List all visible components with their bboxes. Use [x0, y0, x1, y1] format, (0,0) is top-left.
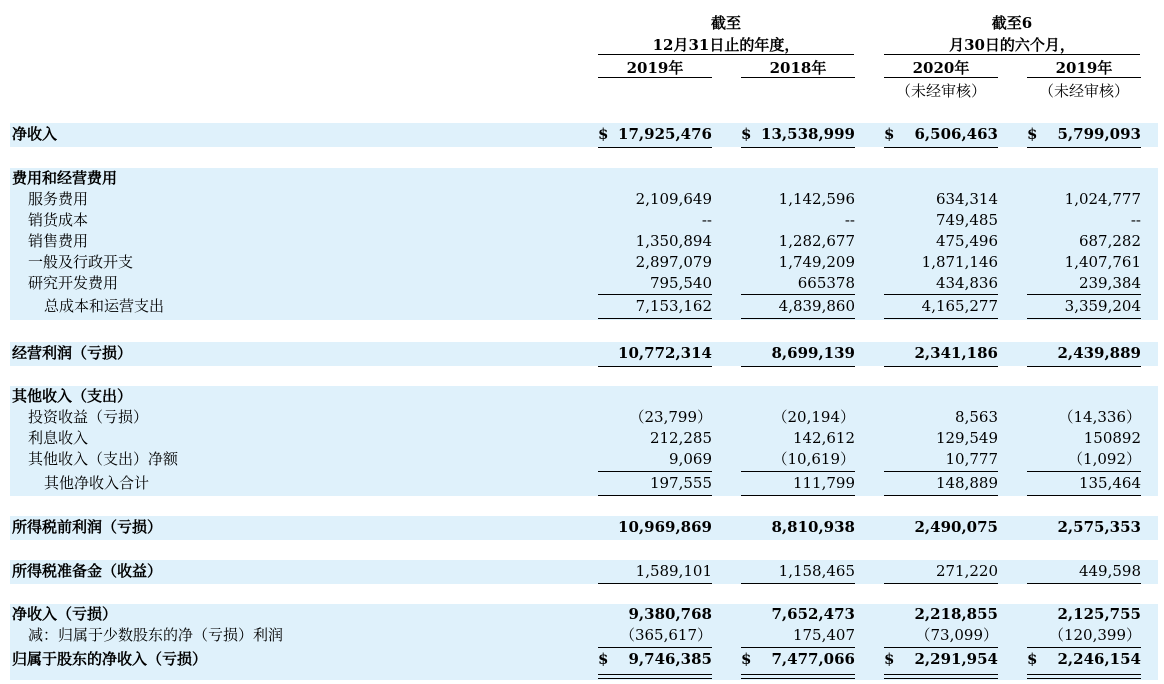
section-heading: 其他收入（支出） — [12, 387, 133, 405]
row-net-income — [10, 604, 1158, 625]
cell-value: 17,925,476 — [618, 125, 712, 143]
row-label: 所得税前利润（亏损） — [12, 518, 163, 536]
underline — [741, 495, 855, 496]
cell-value: 9,380,768 — [628, 605, 712, 623]
cell-value: 1,350,894 — [635, 232, 712, 250]
cell-value: 10,772,314 — [618, 344, 712, 362]
cell-value: 1,871,146 — [921, 253, 998, 271]
header-group2-line2: 月30日的六个月， — [884, 36, 1140, 55]
underline — [598, 294, 712, 295]
underline — [741, 583, 855, 584]
underline — [598, 647, 712, 648]
row-label: 减：归属于少数股东的净（亏损）利润 — [28, 626, 284, 644]
cell-value: 9,069 — [669, 450, 712, 468]
underline — [884, 647, 998, 648]
cell-value: 2,246,154 — [1057, 650, 1141, 668]
cell-value: 1,407,761 — [1064, 253, 1141, 271]
row-other-total — [10, 473, 1158, 494]
row-investment — [10, 407, 1158, 428]
cell-value: 150892 — [1083, 429, 1141, 447]
underline — [741, 147, 855, 148]
cell-value: 2,218,855 — [914, 605, 998, 623]
cell-value: 634,314 — [935, 190, 998, 208]
underline — [884, 318, 998, 319]
dollar-sign: $ — [741, 125, 752, 143]
header-group1-line2: 12月31日止的年度， — [598, 36, 854, 55]
row-label: 研究开发费用 — [28, 274, 119, 292]
cell-value: 10,969,869 — [618, 518, 712, 536]
cell-value: 6,506,463 — [914, 125, 998, 143]
cell-value: 197,555 — [649, 474, 712, 492]
cell-value: 3,359,204 — [1064, 297, 1141, 315]
cell-value: 5,799,093 — [1057, 125, 1141, 143]
row-label: 总成本和运营支出 — [44, 297, 165, 315]
cell-value: 148,889 — [935, 474, 998, 492]
underline — [598, 471, 712, 472]
underline — [1027, 647, 1141, 648]
cell-value: -- — [701, 211, 712, 229]
underline — [884, 495, 998, 496]
double-underline — [741, 674, 855, 675]
underline — [598, 366, 712, 367]
cell-value: 2,341,186 — [914, 344, 998, 362]
underline — [884, 366, 998, 367]
dollar-sign: $ — [884, 125, 895, 143]
row-pretax — [10, 517, 1158, 538]
cell-value: 2,125,755 — [1057, 605, 1141, 623]
cell-value: （1,092） — [1068, 450, 1141, 468]
underline — [598, 583, 712, 584]
dollar-sign: $ — [598, 650, 609, 668]
underline — [1027, 495, 1141, 496]
underline — [884, 294, 998, 295]
row-label: 服务费用 — [28, 190, 89, 208]
cell-value: （20,194） — [772, 408, 855, 426]
row-r-and-d — [10, 273, 1158, 294]
cell-value: 449,598 — [1078, 562, 1141, 580]
underline — [884, 583, 998, 584]
underline — [1027, 294, 1141, 295]
cell-value: 7,153,162 — [635, 297, 712, 315]
cell-value: 7,477,066 — [771, 650, 855, 668]
cell-value: -- — [1130, 211, 1141, 229]
section-heading: 费用和经营费用 — [12, 169, 118, 187]
row-label: 归属于股东的净收入（亏损） — [12, 650, 208, 668]
cell-value: 111,799 — [792, 474, 855, 492]
dollar-sign: $ — [1027, 125, 1038, 143]
cell-value: 2,291,954 — [914, 650, 998, 668]
row-interest — [10, 428, 1158, 449]
dollar-sign: $ — [741, 650, 752, 668]
header-group1-line1: 截至 — [710, 14, 741, 32]
row-label: 所得税准备金（收益） — [12, 562, 163, 580]
cell-value: 4,839,860 — [778, 297, 855, 315]
cell-value: 9,746,385 — [628, 650, 712, 668]
cell-value: 212,285 — [649, 429, 712, 447]
cell-value: 8,563 — [955, 408, 998, 426]
cell-value: 2,490,075 — [914, 518, 998, 536]
double-underline — [741, 678, 855, 679]
cell-value: 4,165,277 — [921, 297, 998, 315]
row-other-net — [10, 449, 1158, 470]
cell-value: 1,142,596 — [778, 190, 855, 208]
cell-value: 129,549 — [935, 429, 998, 447]
row-attributable — [10, 649, 1158, 670]
cell-value: 239,384 — [1078, 274, 1141, 292]
row-label: 其他净收入合计 — [44, 474, 150, 492]
cell-value: 475,496 — [935, 232, 998, 250]
year-col-3: 2020年 — [884, 59, 998, 78]
cell-value: 8,699,139 — [771, 344, 855, 362]
cell-value: 13,538,999 — [761, 125, 855, 143]
cell-value: 2,897,079 — [635, 253, 712, 271]
cell-value: 795,540 — [649, 274, 712, 292]
row-total-costs — [10, 296, 1158, 317]
cell-value: 1,749,209 — [778, 253, 855, 271]
cell-value: 1,024,777 — [1064, 190, 1141, 208]
cell-value: （365,617） — [619, 626, 712, 644]
row-tax — [10, 561, 1158, 582]
cell-value: 687,282 — [1078, 232, 1141, 250]
underline — [1027, 366, 1141, 367]
cell-value: 749,485 — [935, 211, 998, 229]
row-other-head — [10, 386, 1158, 407]
cell-value: 434,836 — [935, 274, 998, 292]
underline — [741, 647, 855, 648]
cell-value: 1,282,677 — [778, 232, 855, 250]
cell-value: 2,575,353 — [1057, 518, 1141, 536]
cell-value: 665378 — [797, 274, 855, 292]
underline — [741, 318, 855, 319]
header-group2-line1: 截至6 — [991, 14, 1033, 32]
underline — [741, 294, 855, 295]
dollar-sign: $ — [598, 125, 609, 143]
double-underline — [884, 678, 998, 679]
double-underline — [1027, 678, 1141, 679]
cell-value: 1,589,101 — [635, 562, 712, 580]
underline — [1027, 318, 1141, 319]
cell-value: 10,777 — [945, 450, 998, 468]
dollar-sign: $ — [1027, 650, 1038, 668]
row-label: 其他收入（支出）净额 — [28, 450, 179, 468]
cell-value: （14,336） — [1058, 408, 1141, 426]
row-minority — [10, 625, 1158, 646]
cell-value: （23,799） — [629, 408, 712, 426]
underline — [598, 147, 712, 148]
row-selling — [10, 231, 1158, 252]
cell-value: 2,439,889 — [1057, 344, 1141, 362]
underline — [884, 147, 998, 148]
dollar-sign: $ — [884, 650, 895, 668]
cell-value: -- — [844, 211, 855, 229]
row-label: 净收入 — [12, 125, 58, 143]
cell-value: 8,810,938 — [771, 518, 855, 536]
unaudited-col-3: （未经审核） — [895, 82, 986, 100]
underline — [1027, 471, 1141, 472]
row-label: 经营利润（亏损） — [12, 344, 133, 362]
double-underline — [1027, 674, 1141, 675]
cell-value: 2,109,649 — [635, 190, 712, 208]
row-net-income-top — [10, 124, 1158, 145]
double-underline — [598, 674, 712, 675]
row-label: 投资收益（亏损） — [28, 408, 149, 426]
underline — [741, 366, 855, 367]
row-label: 净收入（亏损） — [12, 605, 118, 623]
cell-value: 142,612 — [792, 429, 855, 447]
cell-value: （10,619） — [772, 450, 855, 468]
underline — [598, 495, 712, 496]
underline — [1027, 583, 1141, 584]
unaudited-col-4: （未经审核） — [1038, 82, 1129, 100]
cell-value: 7,652,473 — [771, 605, 855, 623]
row-cogs — [10, 210, 1158, 231]
cell-value: 1,158,465 — [778, 562, 855, 580]
underline — [598, 318, 712, 319]
row-service-cost — [10, 189, 1158, 210]
cell-value: 271,220 — [935, 562, 998, 580]
row-label: 销售费用 — [28, 232, 89, 250]
row-label: 一般及行政开支 — [28, 253, 134, 271]
double-underline — [884, 674, 998, 675]
row-operating-profit — [10, 343, 1158, 364]
row-expenses-head — [10, 168, 1158, 189]
row-label: 销货成本 — [28, 211, 89, 229]
row-g-and-a — [10, 252, 1158, 273]
cell-value: 135,464 — [1078, 474, 1141, 492]
cell-value: （120,399） — [1048, 626, 1141, 644]
double-underline — [598, 678, 712, 679]
cell-value: 175,407 — [792, 626, 855, 644]
row-label: 利息收入 — [28, 429, 89, 447]
cell-value: （73,099） — [915, 626, 998, 644]
underline — [1027, 147, 1141, 148]
year-col-4: 2019年 — [1027, 59, 1141, 78]
year-col-2: 2018年 — [741, 59, 855, 78]
underline — [741, 471, 855, 472]
year-col-1: 2019年 — [598, 59, 712, 78]
underline — [884, 471, 998, 472]
